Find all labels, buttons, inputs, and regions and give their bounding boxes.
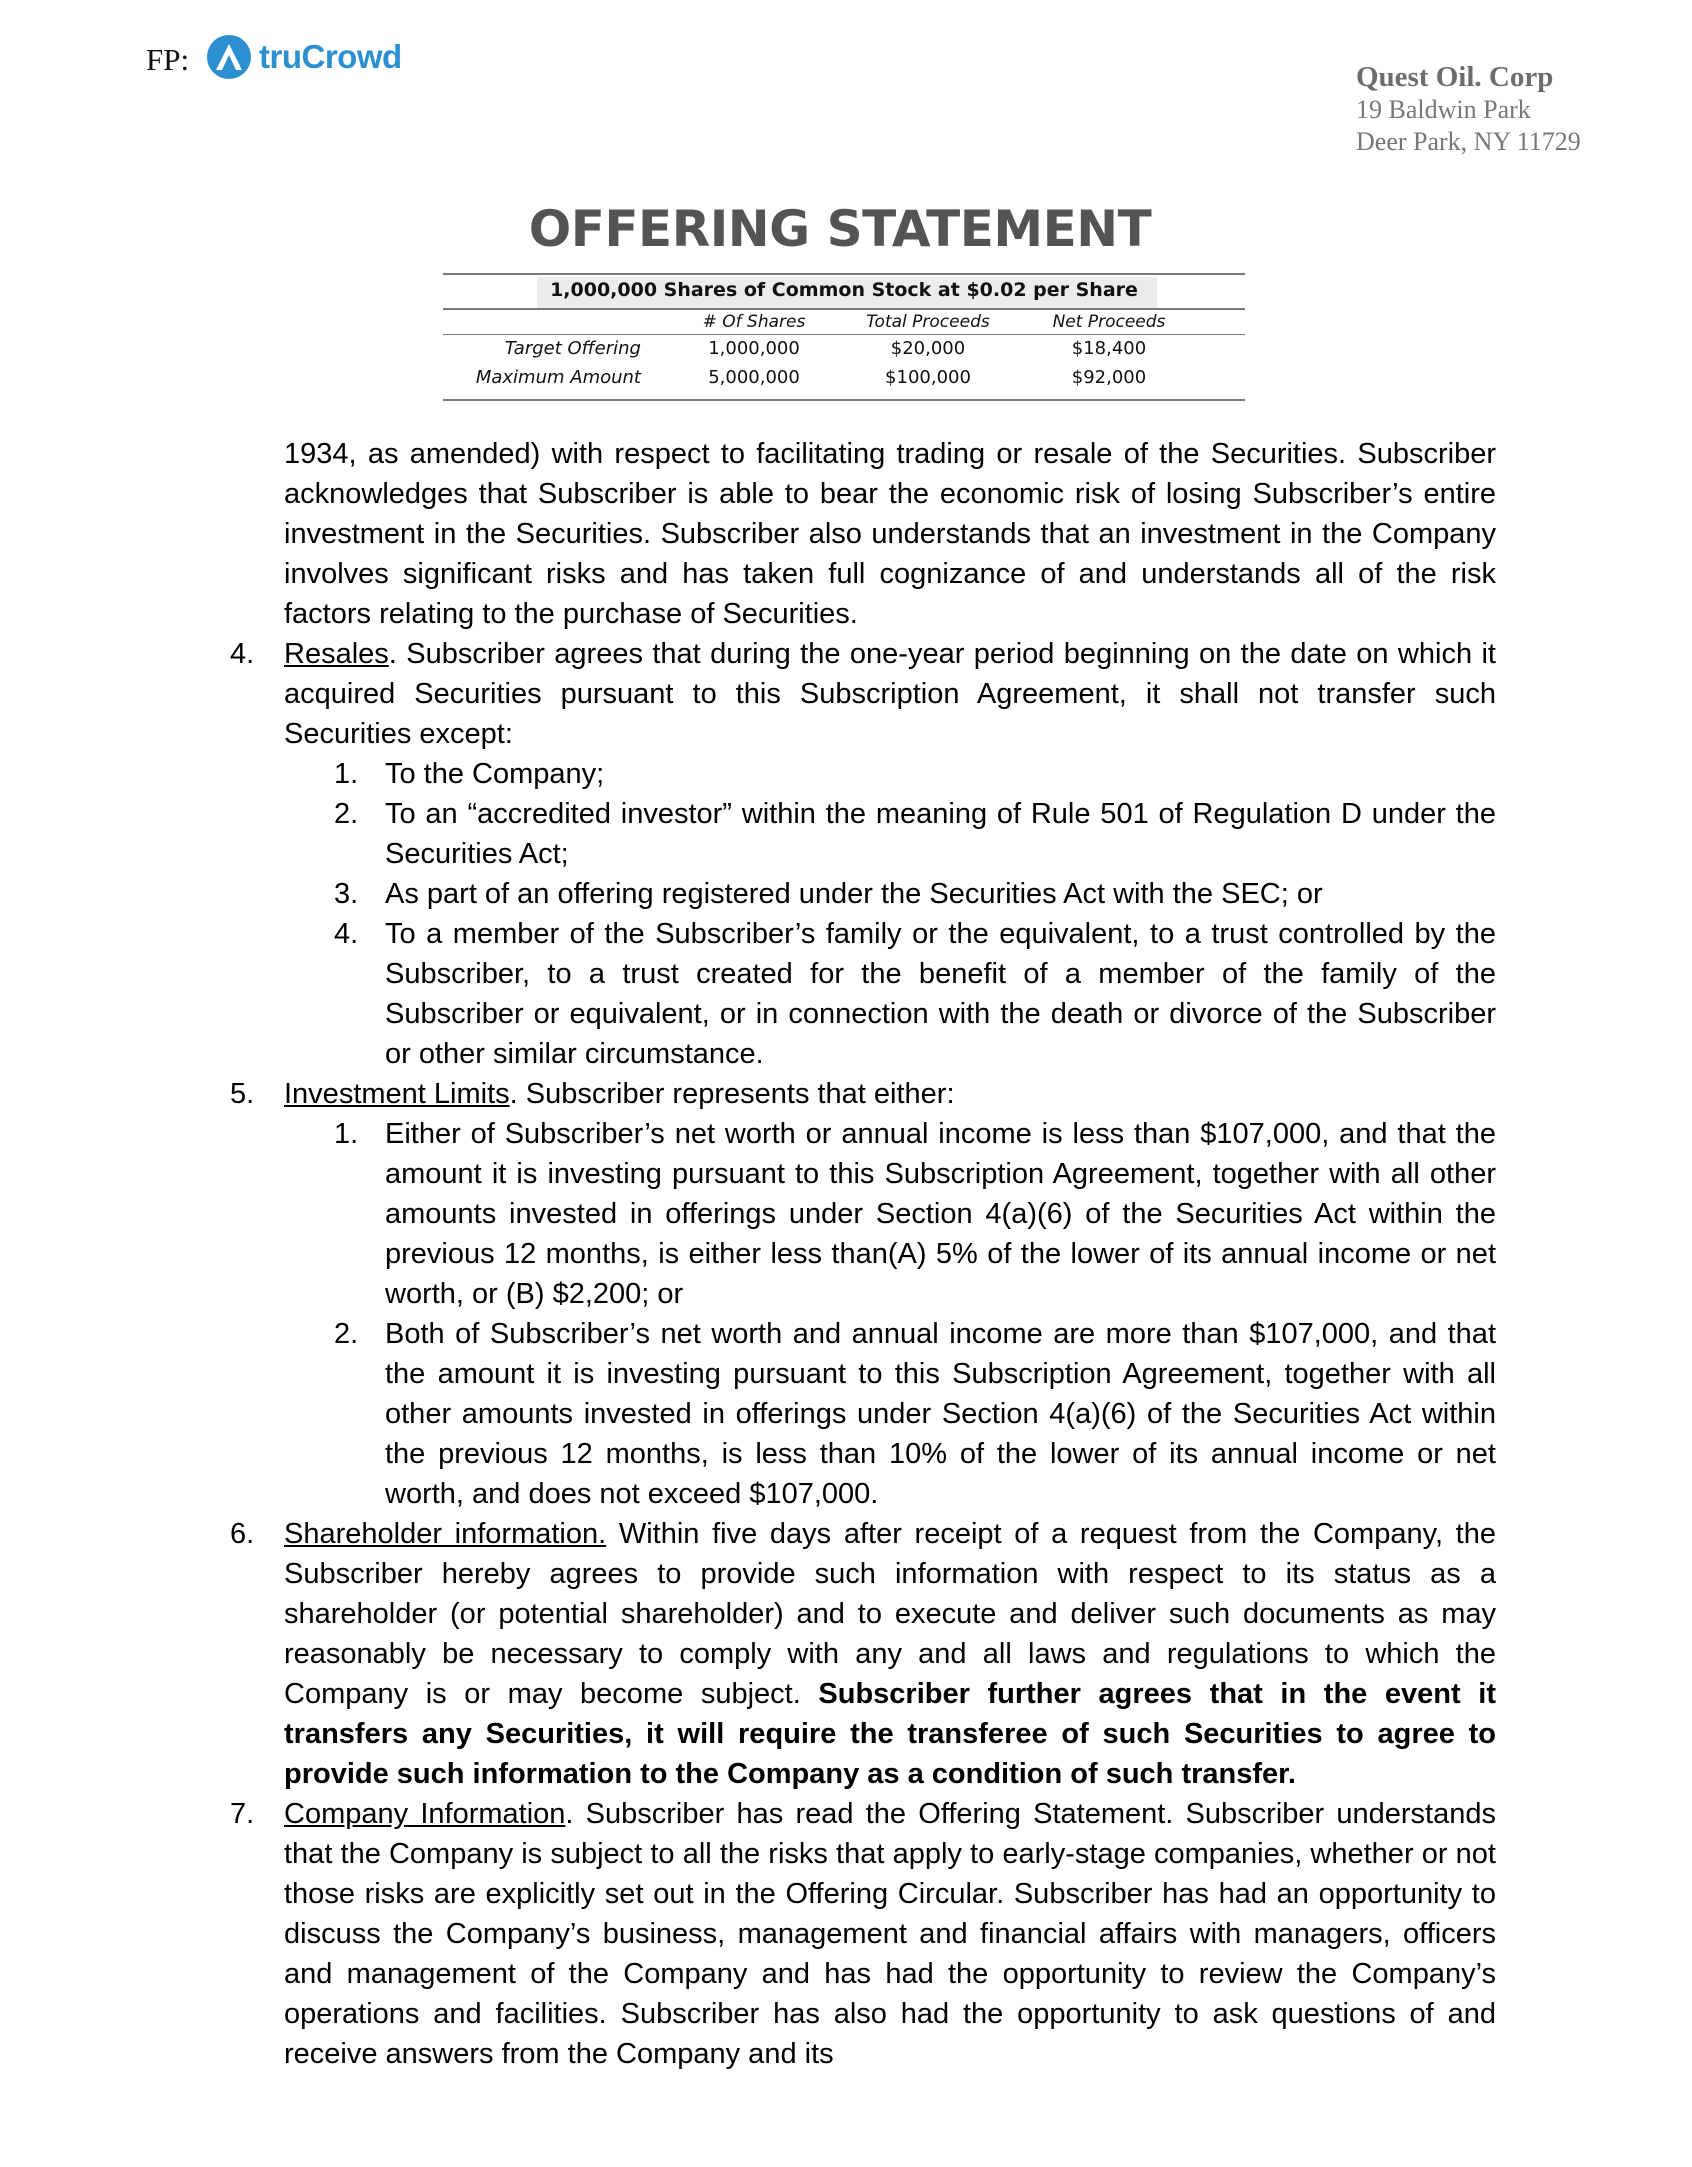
address-line-1: 19 Baldwin Park	[1356, 95, 1531, 124]
table-row	[443, 338, 1245, 364]
list-number: 1.	[334, 1118, 359, 1150]
company-name: Quest Oil. Corp	[1356, 61, 1554, 93]
section-bold-text: Subscriber further agrees that in the event it transfers any Securities, it will require the transferee of such Securities to agree to provide such information to the Company as a condition of such transfer.	[284, 1678, 1496, 1790]
column-header-total: Total Proceeds	[866, 312, 990, 332]
offering-rule-bottom	[443, 399, 1245, 401]
list-item: As part of an offering registered under the Securities Act with the SEC; or	[385, 878, 1323, 910]
section-heading: Investment Limits	[284, 1078, 510, 1110]
company-address-block	[1356, 60, 1612, 158]
offering-rule-top	[443, 273, 1245, 275]
list-number: 2.	[334, 1318, 359, 1350]
section-text: Within five days after receipt of a request from the Company, the Subscriber hereby agrees to provide such information with respect to its status as a shareholder (or potential shareholder) and to execute and deliver such documents as may reasonably be necessary to comply with any and all laws and regulations to which the Company is or may become subject.	[284, 1518, 1496, 1710]
section-number: 7.	[230, 1798, 255, 1830]
offering-title: OFFERING STATEMENT	[528, 200, 1152, 258]
trucrowd-logo	[206, 34, 402, 80]
section-text: . Subscriber has read the Offering Statement. Subscriber understands that the Company is subject to all the risks that apply to early-stage companies, whether or not those risks are explicitly set out in the Offering Circular. Subscriber has had an opportunity to discuss the Company’s business, management and financial affairs with managers, officers and management of the Company and has had the opportunity to review the Company’s operations and facilities. Subscriber has also had the opportunity to ask questions of and receive answers from the Company and its	[284, 1798, 1496, 2070]
section-text: . Subscriber agrees that during the one-year period beginning on the date on which it acquired Securities pursuant to this Subscription Agreement, it shall not transfer such Securities except:	[284, 638, 1496, 750]
cell-net: $18,400	[1071, 338, 1147, 359]
fp-label: FP:	[146, 42, 190, 77]
list-item: To an “accredited investor” within the meaning of Rule 501 of Regulation D under the Securities Act;	[385, 798, 1496, 870]
section-heading: Company Information	[284, 1798, 566, 1830]
offering-rule-mid	[443, 308, 1245, 310]
address-line-2: Deer Park, NY 11729	[1356, 127, 1581, 156]
list-number: 2.	[334, 798, 359, 830]
list-item: Either of Subscriber’s net worth or annual income is less than $107,000, and that the amount it is investing pursuant to this Subscription Agreement, together with all other amounts invested in offerings under Section 4(a)(6) of the Securities Act within the previous 12 months, is either less than(A) 5% of the lower of its annual income or net worth, or (B) $2,200; or	[385, 1118, 1496, 1310]
section-company-information	[284, 1794, 1496, 2074]
section-number: 6.	[230, 1518, 255, 1550]
list-number: 4.	[334, 918, 359, 950]
section-number: 5.	[230, 1078, 255, 1110]
section-number: 4.	[230, 638, 255, 670]
trucrowd-logo-icon	[206, 34, 252, 80]
offering-subtitle: 1,000,000 Shares of Common Stock at $0.02 per Share	[550, 279, 1138, 301]
cell-total: $100,000	[885, 367, 971, 388]
list-number: 3.	[334, 878, 359, 910]
row-label: Maximum Amount	[475, 367, 641, 388]
list-number: 1.	[334, 758, 359, 790]
cell-total: $20,000	[890, 338, 966, 359]
cell-shares: 5,000,000	[708, 367, 800, 388]
row-label: Target Offering	[504, 338, 641, 359]
column-header-net: Net Proceeds	[1052, 312, 1166, 332]
list-item: Both of Subscriber’s net worth and annual income are more than $107,000, and that the amount it is investing pursuant to this Subscription Agreement, together with all other amounts invested in offerings under Section 4(a)(6) of the Securities Act within the previous 12 months, is less than 10% of the lower of its annual income or net worth, and does not exceed $107,000.	[385, 1318, 1496, 1510]
offering-table-header	[443, 312, 1245, 338]
column-header-shares: # Of Shares	[702, 312, 806, 332]
list-item: To the Company;	[385, 758, 605, 790]
section-shareholder-information	[284, 1514, 1496, 1794]
section-resales	[284, 634, 1496, 754]
cell-shares: 1,000,000	[708, 338, 800, 359]
section-heading: Shareholder information.	[284, 1518, 607, 1550]
logo-text: truCrowd	[259, 38, 402, 75]
section-heading: Resales	[284, 638, 389, 670]
intro-paragraph: 1934, as amended) with respect to facilitating trading or resale of the Securities. Subscriber acknowledges that Subscriber is able to bear the economic risk of losing Subscriber’s entire investment in the Securities. Subscriber also understands that an investment in the Company involves significant risks and has taken full cognizance of and understands all of the risk factors relating to the purchase of Securities.	[284, 438, 1496, 630]
section-investment-limits	[284, 1074, 1496, 1114]
list-item: To a member of the Subscriber’s family or the equivalent, to a trust controlled by the Subscriber, to a trust created for the benefit of a member of the family of the Subscriber or equivalent, or in connection with the death or divorce of the Subscriber or other similar circumstance.	[385, 918, 1496, 1070]
table-row	[443, 367, 1245, 393]
section-text: . Subscriber represents that either:	[509, 1078, 955, 1110]
cell-net: $92,000	[1071, 367, 1147, 388]
